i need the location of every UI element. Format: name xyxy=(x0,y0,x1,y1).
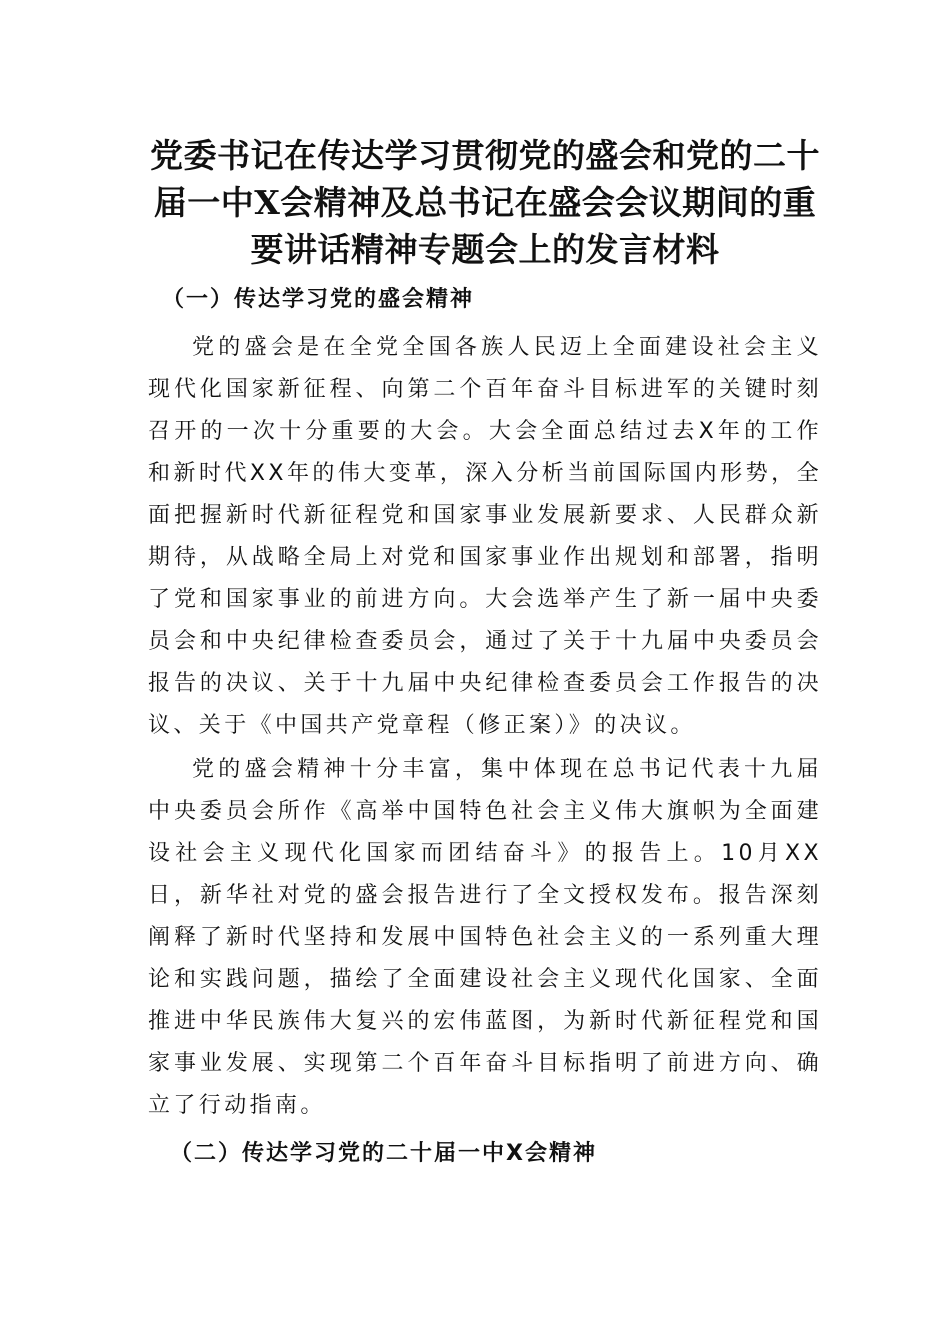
paragraph-2: 党的盛会精神十分丰富，集中体现在总书记代表十九届中央委员会所作《高举中国特色社会主义伟大旗帜为全面建设社会主义现代化国家而团结奋斗》的报告上。10月XX日，新华社对党的盛会报告进行了全文授权发布。报告深刻阐释了新时代坚持和发展中国特色社会主义的一系列重大理论和实践问题，描绘了全面建设社会主义现代化国家、全面推进中华民族伟大复兴的宏伟蓝图，为新时代新征程党和国家事业发展、实现第二个百年奋斗目标指明了前进方向、确立了行动指南。 xyxy=(148,757,822,1118)
paragraph-1: 党的盛会是在全党全国各族人民迈上全面建设社会主义现代化国家新征程、向第二个百年奋斗目标进军的关键时刻召开的一次十分重要的大会。大会全面总结过去X年的工作和新时代XX年的伟大变革，深入分析当前国际国内形势，全面把握新时代新征程党和国家事业发展新要求、人民群众新期待，从战略全局上对党和国家事业作出规划和部署，指明了党和国家事业的前进方向。大会选举产生了新一届中央委员会和中央纪律检查委员会，通过了关于十九届中央委员会报告的决议、关于十九届中央纪律检查委员会工作报告的决议、关于《中国共产党章程（修正案）》的决议。 xyxy=(148,335,822,738)
section-heading-2: （二）传达学习党的二十届一中X会精神 xyxy=(170,1141,597,1166)
section-heading-1: （一）传达学习党的盛会精神 xyxy=(162,287,475,312)
document-title: 党委书记在传达学习贯彻党的盛会和党的二十届一中X会精神及总书记在盛会会议期间的重要讲话精神专题会上的发言材料 xyxy=(150,136,820,269)
